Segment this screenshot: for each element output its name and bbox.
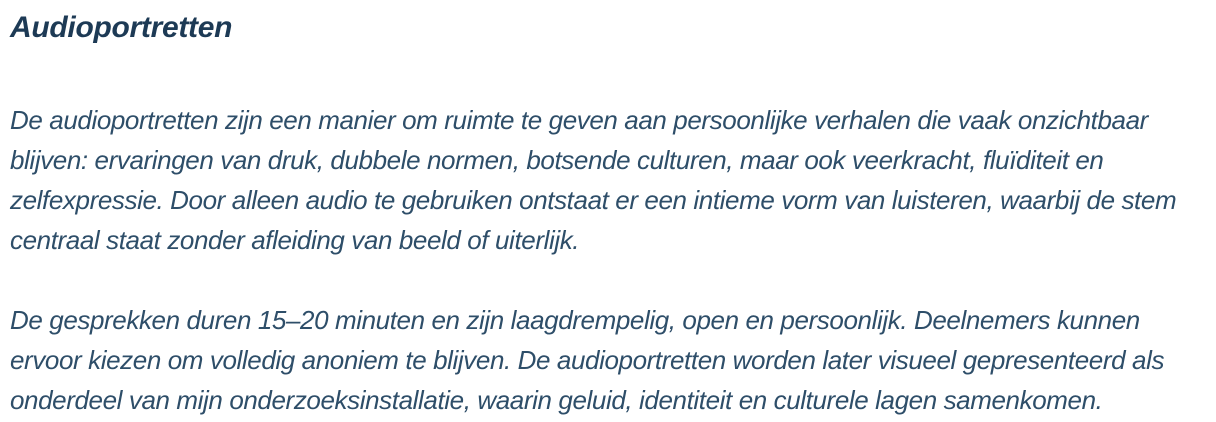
paragraph-intro: De audioportretten zijn een manier om ruimte te geven aan persoonlijke verhalen die vaak onzichtbaar blijven: ervaringen van druk, dubbele normen, botsende culturen, maar ook veerkracht, fluïditeit en zelfexpressie. Door alleen audio te gebruiken ontstaat er een intieme vorm van luisteren, waarbij de stem centraal staat zonder afleiding van beeld of uiterlijk. xyxy=(10,105,1177,255)
page-title: Audioportretten xyxy=(10,11,233,44)
paragraph-details: De gesprekken duren 15–20 minuten en zijn laagdrempelig, open en persoonlijk. Deelnemers kunnen ervoor kiezen om volledig anoniem te blijven. De audioportretten worden later visueel gepresenteerd als onderdeel van mijn onderzoeksinstallatie, waarin geluid, identiteit en culturele lagen samenkomen. xyxy=(10,305,1165,415)
